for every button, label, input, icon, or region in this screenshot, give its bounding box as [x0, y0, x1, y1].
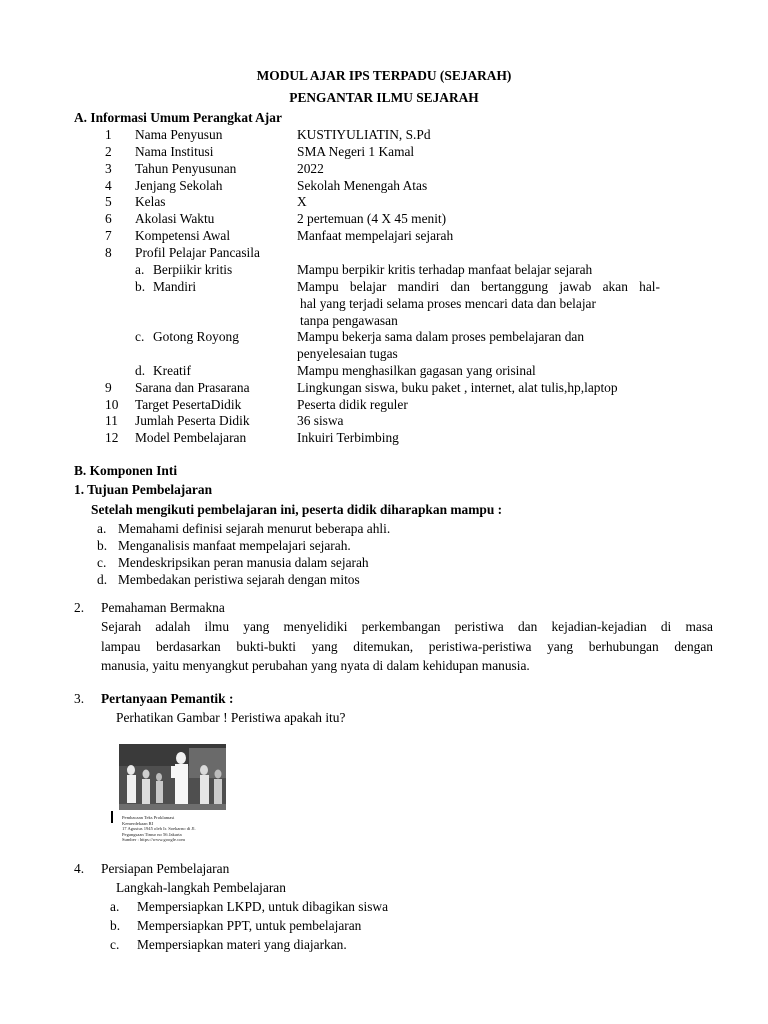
pemahaman-text-line: lampau berdasarkan bukti-bukti yang ditemukan, peristiwa-peristiwa yang berhubungan dengan: [101, 639, 713, 654]
row-value: 2 pertemuan (4 X 45 menit): [297, 211, 447, 226]
document-title: MODUL AJAR IPS TERPADU (SEJARAH): [256, 68, 512, 83]
row-number: 12: [105, 430, 119, 445]
tujuan-heading: 1. Tujuan Pembelajaran: [74, 482, 213, 497]
profil-label: Gotong Royong: [153, 329, 239, 344]
row-value: Inkuiri Terbimbing: [297, 430, 399, 445]
profil-desc: Mampu bekerja sama dalam proses pembelajaran dan: [297, 329, 585, 344]
profil-desc: Mampu berpikir kritis terhadap manfaat belajar sejarah: [297, 262, 593, 277]
caption-marker: [111, 811, 113, 823]
row-label: Target PesertaDidik: [135, 397, 242, 412]
caption-line: Pembacaan Teks Proklamasi: [122, 815, 175, 820]
row-number: 1: [105, 127, 112, 142]
item-letter: b.: [97, 538, 108, 553]
pemahaman-text-line: manusia, yaitu menyangkut perubahan yang nyata di dalam kehidupan manusia.: [101, 658, 530, 673]
proklamasi-photo: [111, 741, 226, 853]
row-value: Manfaat mempelajari sejarah: [297, 228, 454, 243]
profil-desc: Mampu belajar mandiri dan bertanggung jawab akan hal-: [297, 279, 660, 294]
item-text: Mempersiapkan PPT, untuk pembelajaran: [137, 918, 362, 933]
pertanyaan-text: Perhatikan Gambar ! Peristiwa apakah itu?: [116, 710, 346, 725]
profil-letter: d.: [135, 363, 146, 378]
section-a-heading: A. Informasi Umum Perangkat Ajar: [74, 110, 282, 125]
row-number: 7: [105, 228, 112, 243]
row-label: Tahun Penyusunan: [135, 161, 237, 176]
row-value: 2022: [297, 161, 324, 176]
profil-desc: tanpa pengawasan: [300, 313, 398, 328]
row-number: 11: [105, 413, 118, 428]
item-text: Membedakan peristiwa sejarah dengan mitos: [118, 572, 360, 587]
profil-label: Mandiri: [153, 279, 197, 294]
row-label: Nama Institusi: [135, 144, 214, 159]
item-letter: a.: [110, 899, 120, 914]
item-letter: c.: [97, 555, 107, 570]
row-value: Lingkungan siswa, buku paket , internet, alat tulis,hp,laptop: [297, 380, 618, 395]
caption-line: Kemerdekaan RI: [122, 820, 154, 826]
item-letter: c.: [110, 937, 120, 952]
item-text: Mempersiapkan LKPD, untuk dibagikan siswa: [137, 899, 389, 914]
item-text: Mempersiapkan materi yang diajarkan.: [137, 937, 347, 952]
item-letter: a.: [97, 521, 107, 536]
persiapan-sub: Langkah-langkah Pembelajaran: [116, 880, 286, 895]
pertanyaan-number: 3.: [74, 691, 85, 706]
row-label: Model Pembelajaran: [135, 430, 247, 445]
row-number: 8: [105, 245, 112, 260]
row-number: 9: [105, 380, 112, 395]
profil-desc: Mampu menghasilkan gagasan yang orisinal: [297, 363, 536, 378]
caption-line: Pegangsaan Timur no 56 Jakarta: [122, 831, 182, 837]
row-value: 36 siswa: [297, 413, 344, 428]
pemahaman-number: 2.: [74, 600, 85, 615]
section-b-heading: B. Komponen Inti: [74, 463, 178, 478]
row-label: Jumlah Peserta Didik: [135, 413, 250, 428]
profil-label: Kreatif: [153, 363, 191, 378]
row-number: 4: [105, 178, 112, 193]
row-number: 6: [105, 211, 112, 226]
row-number: 5: [105, 194, 112, 209]
persiapan-number: 4.: [74, 861, 85, 876]
pertanyaan-heading: Pertanyaan Pemantik :: [101, 691, 234, 706]
profil-letter: b.: [135, 279, 146, 294]
profil-desc: penyelesaian tugas: [297, 346, 398, 361]
row-label: Nama Penyusun: [135, 127, 223, 142]
pemahaman-text-line: Sejarah adalah ilmu yang menyelidiki perkembangan peristiwa dan kejadian-kejadian di masa: [101, 619, 713, 634]
tujuan-intro: Setelah mengikuti pembelajaran ini, peserta didik diharapkan mampu :: [91, 502, 503, 517]
item-letter: d.: [97, 572, 108, 587]
row-value: Sekolah Menengah Atas: [297, 178, 428, 193]
row-label: Kompetensi Awal: [135, 228, 231, 243]
photo-illustration: [119, 744, 226, 810]
pemahaman-heading: Pemahaman Bermakna: [101, 600, 225, 615]
profil-letter: a.: [135, 262, 145, 277]
item-letter: b.: [110, 918, 121, 933]
photo-image: [119, 744, 226, 810]
item-text: Memahami definisi sejarah menurut beberapa ahli.: [118, 521, 391, 536]
item-text: Mendeskripsikan peran manusia dalam sejarah: [118, 555, 369, 570]
row-value: Peserta didik reguler: [297, 397, 408, 412]
profil-desc: hal yang terjadi selama proses mencari data dan belajar: [300, 296, 596, 311]
row-label: Jenjang Sekolah: [135, 178, 223, 193]
profil-letter: c.: [135, 329, 145, 344]
row-value: X: [297, 194, 307, 209]
caption-line: 17 Agustus 1945 oleh Ir. Soekarno di Jl.: [122, 826, 196, 832]
row-number: 2: [105, 144, 112, 159]
profil-label: Berpiikir kritis: [153, 262, 233, 277]
row-number: 10: [105, 397, 119, 412]
row-label: Profil Pelajar Pancasila: [135, 245, 260, 260]
caption-line: Sumber : https://www.google.com: [122, 837, 185, 843]
row-label: Kelas: [135, 194, 166, 209]
row-value: SMA Negeri 1 Kamal: [297, 144, 415, 159]
item-text: Menganalisis manfaat mempelajari sejarah.: [118, 538, 351, 553]
persiapan-heading: Persiapan Pembelajaran: [101, 861, 230, 876]
photo-caption: [122, 815, 222, 843]
document-subtitle: PENGANTAR ILMU SEJARAH: [289, 90, 479, 105]
row-label: Akolasi Waktu: [135, 211, 215, 226]
row-label: Sarana dan Prasarana: [135, 380, 250, 395]
row-value: KUSTIYULIATIN, S.Pd: [297, 127, 431, 142]
row-number: 3: [105, 161, 112, 176]
